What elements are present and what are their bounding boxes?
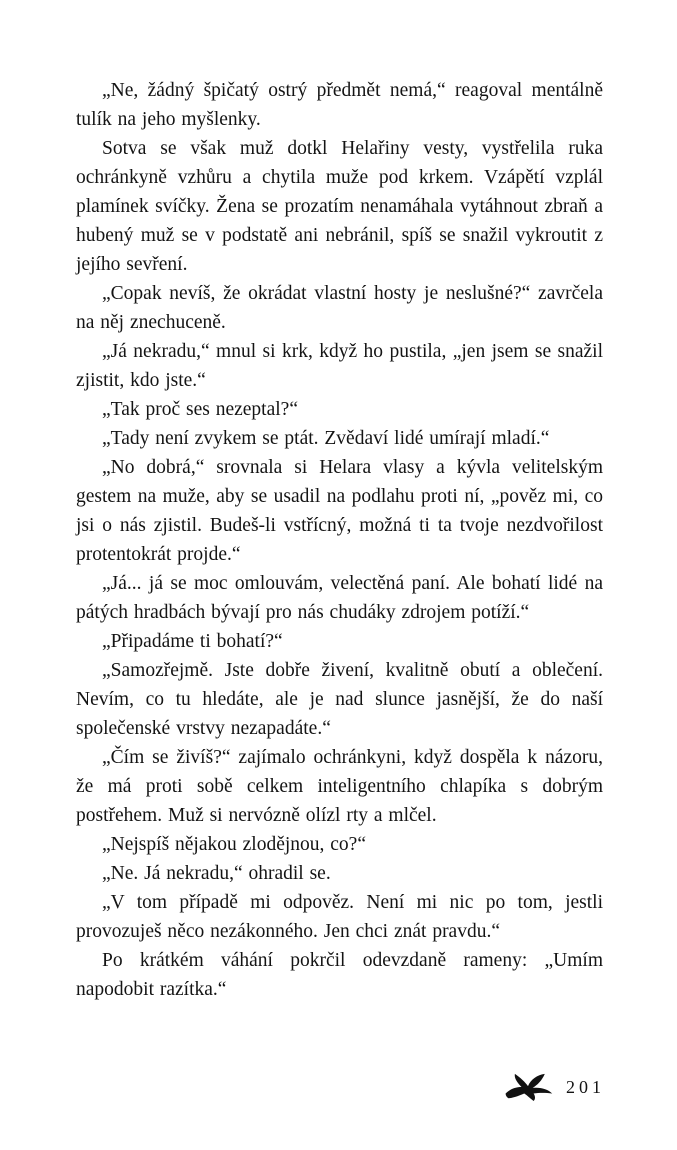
body-text — [76, 76, 603, 1004]
paragraph: „Připadáme ti bohatí?“ — [102, 631, 283, 652]
paragraph: „Ne. Já nekradu,“ ohradil se. — [102, 863, 331, 884]
paragraph: „Tady není zvykem se ptát. Zvědaví lidé umírají mladí.“ — [102, 428, 550, 449]
paragraph: „No dobrá,“ srovnala si Helara vlasy a kývla velitelským gestem na muže, aby se usadil na podlahu proti ní, „pověz mi, co jsi o nás zjistil. Budeš-li vstřícný, možná ti ta tvoje nezdvořilost protentokrát projde.“ — [76, 457, 603, 565]
winged-dragon-ornament-icon — [500, 1072, 556, 1102]
paragraph: „Samozřejmě. Jste dobře živení, kvalitně obutí a oblečení. Nevím, co tu hledáte, ale je nad slunce jasnější, že do naší společenské vrstvy nezapadáte.“ — [76, 660, 603, 739]
paragraph: „Čím se živíš?“ zajímalo ochránkyni, když dospěla k názoru, že má proti sobě celkem inteligentního chlapíka s dobrým postřehem. Muž si nervózně olízl rty a mlčel. — [76, 747, 603, 826]
paragraph: Sotva se však muž dotkl Helařiny vesty, vystřelila ruka ochránkyně vzhůru a chytila muže pod krkem. Vzápětí vzplál plamínek svíčky. Žena se prozatím nenamáhala vytáhnout zbraň a hubený muž se v podstatě ani nebránil, spíš se snažil vykroutit z jejího sevření. — [76, 138, 603, 275]
paragraph: „Ne, žádný špičatý ostrý předmět nemá,“ reagoval mentálně tulík na jeho myšlenky. — [76, 80, 603, 130]
paragraph: „Já nekradu,“ mnul si krk, když ho pustila, „jen jsem se snažil zjistit, kdo jste.“ — [76, 341, 603, 391]
paragraph: „Tak proč ses nezeptal?“ — [102, 399, 298, 420]
paragraph: Po krátkém váhání pokrčil odevzdaně rameny: „Umím napodobit razítka.“ — [76, 950, 603, 1000]
paragraph: „Nejspíš nějakou zlodějnou, co?“ — [102, 834, 366, 855]
paragraph: „V tom případě mi odpověz. Není mi nic po tom, jestli provozuješ něco nezákonného. Jen chci znát pravdu.“ — [76, 892, 603, 942]
page-footer — [500, 1072, 605, 1102]
paragraph: „Já... já se moc omlouvám, velectěná paní. Ale bohatí lidé na pátých hradbách bývají pro nás chudáky zdrojem potíží.“ — [76, 573, 603, 623]
page-number: 201 — [566, 1076, 605, 1097]
paragraph: „Copak nevíš, že okrádat vlastní hosty je neslušné?“ zavrčela na něj znechuceně. — [76, 283, 603, 333]
